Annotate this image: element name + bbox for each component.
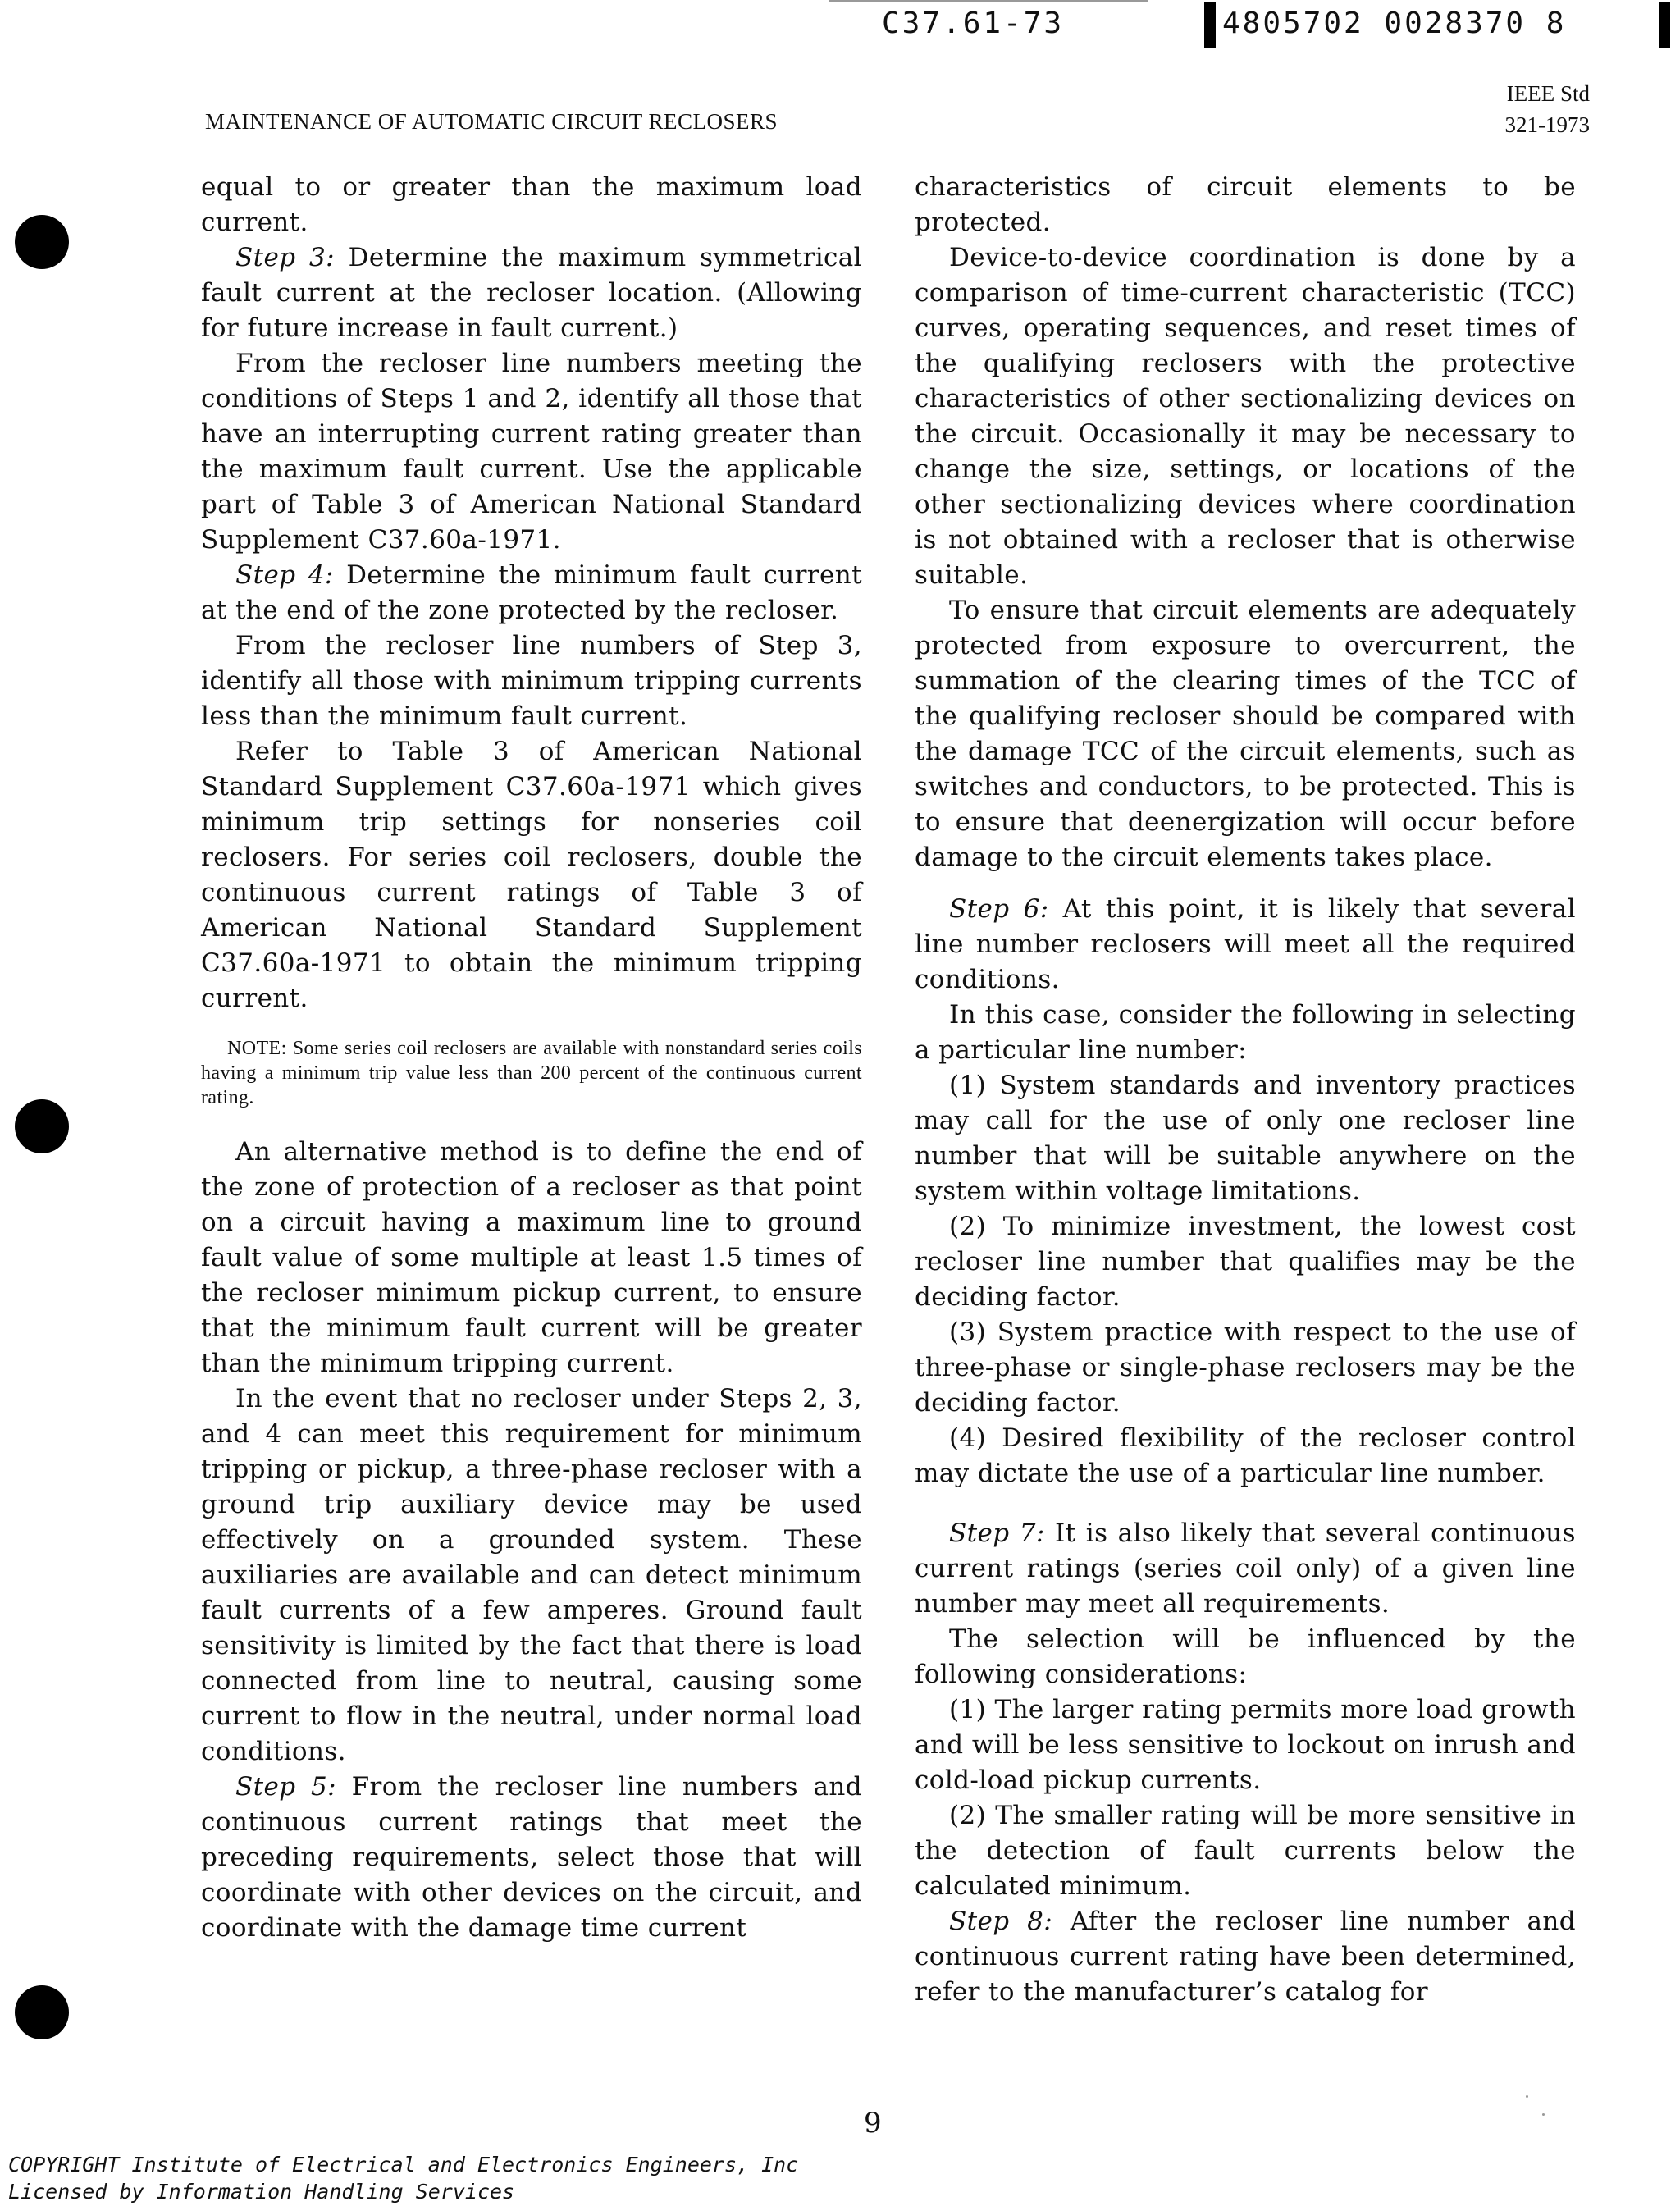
paragraph: equal to or greater than the maximum load current. bbox=[201, 172, 862, 237]
step-text: After the recloser line number and continuous current rating have been determined, refer to the manufacturer’s catalog for bbox=[915, 1907, 1576, 2007]
standard-name: IEEE Std bbox=[1506, 81, 1590, 106]
license-line: Licensed by Information Handling Services bbox=[8, 2180, 515, 2204]
step-label: Step 4: bbox=[235, 560, 334, 590]
paragraph: The selection will be influenced by the following considerations: bbox=[915, 1624, 1576, 1689]
paragraph: characteristics of circuit elements to be protected. bbox=[915, 172, 1576, 237]
step-label: Step 5: bbox=[235, 1772, 337, 1802]
step-text: It is also likely that several continuous current ratings (series coil only) of a given line number may meet all requirements. bbox=[915, 1519, 1576, 1619]
step-7-paragraph bbox=[915, 1516, 1576, 1622]
copyright-notice bbox=[8, 2151, 798, 2205]
scan-bar-right bbox=[1659, 2, 1670, 48]
list-item: (2) To minimize investment, the lowest cost recloser line number that qualifies may be the deciding factor. bbox=[915, 1212, 1576, 1312]
list-item: (4) Desired flexibility of the recloser control may dictate the use of a particular line number. bbox=[915, 1423, 1576, 1488]
running-header-title: MAINTENANCE OF AUTOMATIC CIRCUIT RECLOSERS bbox=[205, 109, 778, 134]
step-text: At this point, it is likely that several line number reclosers will meet all the required conditions. bbox=[915, 894, 1576, 994]
scan-edge-line bbox=[829, 0, 1148, 2]
step-label: Step 8: bbox=[949, 1907, 1053, 1936]
binder-hole-bottom bbox=[15, 1985, 69, 2039]
list-item: (2) The smaller rating will be more sensitive in the detection of fault currents below the calculated minimum. bbox=[915, 1801, 1576, 1901]
binder-hole-top bbox=[15, 215, 69, 269]
paragraph: To ensure that circuit elements are adequately protected from exposure to overcurrent, the summation of the clearing times of the TCC of the qualifying recloser should be compared with the damage TCC of the circuit elements, such as switches and conductors, to be protected. This is to ensure that deenergization will occur before damage to the circuit elements takes place. bbox=[915, 596, 1576, 872]
step-label: Step 3: bbox=[235, 243, 336, 272]
step-4-paragraph bbox=[201, 558, 862, 628]
page-number: 9 bbox=[864, 2107, 882, 2140]
standard-number: 321-1973 bbox=[1504, 112, 1590, 137]
paragraph: Device-to-device coordination is done by a comparison of time-current characteristic (TCC) curves, operating sequences, and reset times of the qualifying reclosers with the protective characteristics of other sectionalizing devices on the circuit. Occasionally it may be necessary to change the size, settings, or locations of the other sectionalizing devices where coordination is not obtained with a recloser that is otherwise suitable. bbox=[915, 243, 1576, 590]
binder-hole-middle bbox=[15, 1099, 69, 1153]
step-3-paragraph bbox=[201, 240, 862, 346]
step-label: Step 7: bbox=[949, 1519, 1045, 1548]
step-text: Determine the maximum symmetrical fault current at the recloser location. (Allowing for future increase in fault current.) bbox=[201, 243, 862, 343]
list-item: (3) System practice with respect to the use of three-phase or single-phase reclosers may be the deciding factor. bbox=[915, 1318, 1576, 1418]
scan-speck bbox=[1542, 2113, 1545, 2116]
step-text: Determine the minimum fault current at the end of the zone protected by the recloser. bbox=[201, 560, 862, 625]
paragraph: Refer to Table 3 of American National Standard Supplement C37.60a-1971 which gives minimum trip settings for nonseries coil reclosers. For series coil reclosers, double the continuous current ratings of Table 3 of American National Standard Supplement C37.60a-1971 to obtain the minimum tripping current. bbox=[201, 737, 862, 1013]
document-code-left: C37.61-73 bbox=[882, 7, 1065, 40]
scan-bar-left bbox=[1204, 2, 1216, 48]
list-item: (1) System standards and inventory practices may call for the use of only one recloser line number that will be suitable anywhere on the system within voltage limitations. bbox=[915, 1071, 1576, 1206]
document-code-right: 4805702 0028370 8 bbox=[1222, 7, 1567, 40]
note: NOTE: Some series coil reclosers are available with nonstandard series coils having a minimum trip value less than 200 percent of the continuous current rating. bbox=[201, 1038, 862, 1108]
left-column bbox=[201, 170, 862, 1946]
paragraph: From the recloser line numbers meeting the conditions of Steps 1 and 2, identify all those that have an interrupting current rating greater than the maximum fault current. Use the applicable part of Table 3 of American National Standard Supplement C37.60a-1971. bbox=[201, 349, 862, 555]
step-6-paragraph bbox=[915, 892, 1576, 998]
step-8-paragraph bbox=[915, 1904, 1576, 2010]
right-column bbox=[915, 170, 1576, 2010]
step-label: Step 6: bbox=[949, 894, 1049, 924]
running-header-standard bbox=[1505, 78, 1591, 140]
step-5-paragraph bbox=[201, 1770, 862, 1946]
scan-speck bbox=[1526, 2095, 1528, 2098]
paragraph: In the event that no recloser under Steps 2, 3, and 4 can meet this requirement for minimum tripping or pickup, a three-phase recloser with a ground trip auxiliary device may be used effectively on a grounded system. These auxiliaries are available and can detect minimum fault currents of a few amperes. Ground fault sensitivity is limited by the fact that there is load connected from line to neutral, causing some current to flow in the neutral, under normal load conditions. bbox=[201, 1384, 862, 1766]
list-item: (1) The larger rating permits more load growth and will be less sensitive to lockout on inrush and cold-load pickup currents. bbox=[915, 1695, 1576, 1795]
paragraph: In this case, consider the following in selecting a particular line number: bbox=[915, 1000, 1576, 1065]
step-text: From the recloser line numbers and continuous current ratings that meet the preceding requirements, select those that will coordinate with other devices on the circuit, and coordinate with the damage time current bbox=[201, 1772, 862, 1943]
paragraph: An alternative method is to define the end of the zone of protection of a recloser as that point on a circuit having a maximum line to ground fault value of some multiple at least 1.5 times of the recloser minimum pickup current, to ensure that the minimum fault current will be greater than the minimum tripping current. bbox=[201, 1137, 862, 1378]
paragraph: From the recloser line numbers of Step 3, identify all those with minimum tripping currents less than the minimum fault current. bbox=[201, 631, 862, 731]
copyright-line: COPYRIGHT Institute of Electrical and Electronics Engineers, Inc bbox=[8, 2153, 799, 2176]
